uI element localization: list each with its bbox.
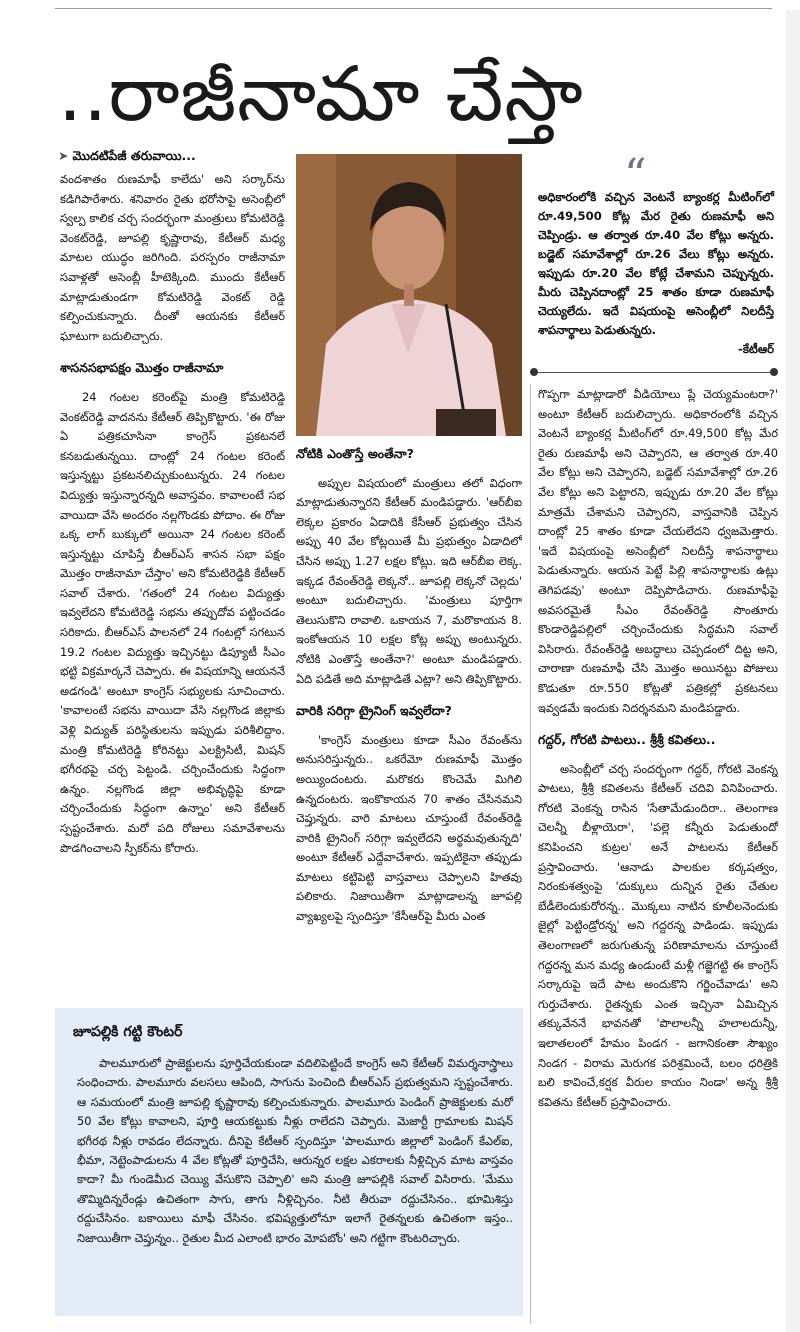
- article-paragraph: 24 గంటల కరెంట్‌పై మంత్రి కోమటిరెడ్డి వెంకట్‌రెడ్డి వాదనను కేటీఆర్ తిప్పికొట్టారు. 'ఈ రోజు ఏ పత్రికచూసినా కాంగ్రెస్ ప్రకటనలే కనబడుతున్నయి. దాంట్లో 24 గంటల కరెంట్ ఇస్తున్నట్టు ప్రకటనలిచ్చుకుంటున్నరు. 24 గంటల విద్యుత్తు ఇస్తున్నారన్నది అవాస్తవం. కావాలంటే సభ వాయిదా వేసి అందరం నల్లగొండకు పోదాం. ఈ రోజు ఒక్క లాగ్ బుక్కులో అయినా 24 గంటల కరెంట్ ఇస్తున్నట్టు చూపిస్తే బీఆర్ఎస్ శాసన సభా పక్షం మొత్తం రాజీనామా చేస్తాం' అని కోమటిరెడ్డికి కేటీఆర్ సవాల్ చేశారు. 'గతంలో 24 గంటల విద్యుత్తు ఇవ్వలేదని కోమటిరెడ్డి సభను తప్పుదోవ పట్టించడం సరికాదు. బీఆర్ఎస్ పాలనలో 24 గంటల్లో సగటున 19.2 గంటల విద్యుత్తు ఇచ్చినట్టు డిప్యూటీ సీఎం భట్టి విక్రమార్కనే చెప్పారు. ఈ విషయాన్ని ఆయననే అడగండి' అంటూ కాంగ్రెస్ సభ్యులకు సూచించారు. 'కావాలంటే సభను వాయిదా వేసి నల్లగొండ జిల్లాకు వెళ్లి విద్యుత్ పరిస్థితులను ఇప్పుడు పరిశీలిద్దాం. మంత్రి కోమటిరెడ్డి కోరినట్టు ఎలక్ట్రిసిటీ, మిషన్ భగీరథపై చర్చ పెట్టండి. చర్చించేందుకు సిద్ధంగా ఉన్నం. నల్లగొండ జిల్లా అభివృద్ధిపై కూడా చర్చించేందుకు సిద్ధంగా ఉన్నాం' అని కేటీఆర్ స్పష్టంచేశారు. మరో పది రోజులు సమావేశాలను పొడగించాలని స్పీకర్‌ను కోరారు.: [60, 389, 285, 855]
- pull-quote: [528, 150, 780, 374]
- quote-rule-dot: [530, 368, 538, 376]
- headline: ..రాజీనామా చేస్తా: [58, 49, 584, 138]
- article-paragraph: అసెంబ్లీలో చర్చ సందర్భంగా గద్దర్, గోరటి వెంకన్న పాటలు, శ్రీశ్రీ కవితలను కేటీఆర్ చదివి వినిపించారు. గోరటి వెంకన్న రాసిన 'సేతామేడుందిరా.. తెలంగాణ చెలన్నీ బీళ్లాయెరా', 'పల్లె కన్నీరు పెడుతుందో కనిపించని కుట్రల' అనే పాటలను కేటీఆర్ ప్రస్తావించారు. 'ఆనాడు పాలకుల కర్కషత్వం, నిరంకుశత్వంపై 'దుక్కులు దున్నిన రైతు చేతుల బేడీలెందుకురోరన్న.. మొక్కలు నాటిన కూలీలనెందుకు జైల్లో పెట్టిండ్రోరన్న' అని గద్దరన్న పాడిండు. ఇప్పుడు తెలంగాణలో జరుగుతున్న పరిణామాలను చూస్తుంటే గద్దరన్న మన మధ్య ఉండుంటే మళ్లీ గజ్జెగట్టి ఈ కాంగ్రెస్ సర్కారుపై ఇదే పాట అందుకొని గర్జించేవాడు' అని గుర్తుచేశారు. రైతన్నకు ఎంత ఇచ్చినా ఏమిచ్చిన తక్కువేననే భావనతో 'పొలాలన్నీ హలాలదున్నీ, ఇలాతలంలో హేమం పిండగ - జగానికంతా సౌఖ్యం నిండగ - విరామ మెరుగక పరిశ్రమించే, బలం ధరిత్రికి బలి కావించే,కర్షక వీరుల కాయం నిండా' అన్న శ్రీశ్రీ కవితను కేటీఆర్ ప్రస్తావించారు.: [538, 761, 778, 1109]
- column-divider: [530, 384, 531, 1324]
- subheading: నోటికి ఎంతొస్తే అంతేనా?: [296, 446, 414, 461]
- column-3: [538, 385, 778, 1275]
- speaker-illustration: [296, 154, 522, 436]
- quote-rule-dot: [770, 368, 778, 376]
- subheading: శాసనసభాపక్షం మొత్తం రాజీనామా: [60, 360, 224, 376]
- quote-body: [538, 188, 774, 359]
- ktr-photo: [296, 154, 522, 436]
- quote-rule: [538, 372, 774, 373]
- page-edge: [786, 10, 800, 1332]
- column-1: [60, 170, 285, 1000]
- article-paragraph: గొప్పగా మాట్లాడారో వీడియోలు ప్లే చెయ్యమంటరా?' అంటూ కేటీఆర్ బదులిచ్చారు. అధికారంలోకి వచ్చిన వెంటనే బ్యాంకర్ల మీటింగ్‌లో రూ.49,500 కోట్ల మేర రైతు రుణమాఫీ అని చెప్పారని, ఆ తర్వాత రూ.40 వేల కోట్లు అని చెప్పారని, బడ్జెట్ సమావేశాల్లో రూ.26 వేల కోట్లు అని పెట్టారని, ఇప్పుడు రూ.20 వేల కోట్లు మాత్రమే చేశామని చెప్పారని, వాస్తవానికి చెప్పిన దాంట్లో 25 శాతం కూడా చేయలేదని ధ్వజమెత్తారు. 'ఇదే విషయంపై అసెంబ్లీలో నిలదీస్తే శాపనార్థాలు పెడుతున్నారు. ఆయన పెట్టే పిల్లి శాపనార్థాలకు ఉట్లు తెగిపడవు' అంటూ దెప్పిపొడిచారు. రుణమాఫీపై అవసరమైతే సీఎం రేవంత్‌రెడ్డి సొంతూరు కొండారెడ్డిపల్లిలో చర్చించేందుకు సిద్ధమని సవాల్ విసిరారు. రేవంత్‌రెడ్డి అబద్ధాలు చెప్పడంలో దిట్ట అని, చారాణా రుణమాఫీ చేసి మొత్తం అయినట్టు పోజులు కొడుతూ రూ.550 కోట్లతో పత్రికల్లో ప్రకటనలు ఇవ్వడమే ఇందుకు నిదర్శనమని మండిపడ్డారు.: [538, 387, 778, 715]
- box-body: [77, 1054, 513, 1248]
- box-paragraph: పాలమూరులో ప్రాజెక్టులను పూర్తిచేయకుండా వదిలిపెట్టిందే కాంగ్రెస్ అని కేటీఆర్ విమర్శనాస్త్రాలు సంధించారు. పాలమూరు వలసలు ఆపింది, సాగును పెంచింది బీఆర్ఎస్ ప్రభుత్వమని స్పష్టంచేశారు. ఆ సమయంలో మంత్రి జూపల్లి కృష్ణారావు కల్పించుకున్నారు. పాలమూరు పెండింగ్ ప్రాజెక్టులకు మరో 50 వేల కోట్లు కావాలని, పూర్తి ఆయకట్టుకు నీళ్లు రాలేదని చెప్పారు. మెజార్టీ గ్రామాలకు మిషన్ భగీరథ నీళ్లు రావడం లేదన్నారు. దీనిపై కేటీఆర్ స్పందిస్తూ 'పాలమూరు జిల్లాలో పెండింగ్ కేఎల్ఐ, భీమా, నెట్టెంపాడులను 4 వేల కోట్లతో పూర్తిచేసి, ఆరున్నర లక్షల ఎకరాలకు నీళ్లిచ్చిన మాట వాస్తవం కాదా? మీ గుండెమీద చెయ్యి వేసుకొని చెప్పాలి' అని మంత్రి జూపల్లికి సవాల్ విసిరారు. 'మేము తొమ్మిదిన్నరేండ్లు ఉచితంగా సాగు, తాగు నీళ్లిచ్చినం. నీటి తీరువా రద్దుచేసినం.. భూమిశిస్తు రద్దుచేసినం. బకాయిలు మాఫీ చేసినం. భవిష్యత్తులోనూ ఇలాగే రైతన్నలకు ఉచితంగా ఇస్తం.. నిజాయితీగా చెప్తున్నం.. రైతుల మీద ఎలాంటి భారం మోపబోం' అని గట్టిగా కౌంటరిచ్చారు.: [77, 1056, 513, 1245]
- continued-from-text: మొదటిపేజీ తరువాయి...: [72, 148, 196, 163]
- quote-icon: “: [624, 150, 647, 201]
- sidebar-box: [55, 1008, 523, 1316]
- quote-text: అధికారంలోకి వచ్చిన వెంటనే బ్యాంకర్ల మీటింగ్‌లో రూ.49,500 కోట్ల మేర రైతు రుణమాఫీ అని చెప్పిండ్రు. ఆ తర్వాత రూ.40 వేల కోట్లు అన్నరు. బడ్జెట్ సమావేశాల్లో రూ.26 వేలు కోట్లు అన్నరు. ఇప్పుడు రూ.20 వేల కోట్లే చేశామని చెప్పున్నరు. మీరు చెప్పినదాంట్లో 25 శాతం కూడా రుణమాఫీ చెయ్యలేదు. ఇదే విషయంపై అసెంబ్లీలో నిలదీస్తే శాపనార్థాలు పెడుతున్నరు.: [538, 190, 774, 337]
- subheading: వారికి సరిగ్గా ట్రైనింగ్ ఇవ్వలేదా?: [296, 703, 452, 719]
- continued-from-label: [58, 148, 288, 167]
- article-paragraph: 'కాంగ్రెస్ మంత్రులు కూడా సీఎం రేవంత్‌ను అనుసరిస్తున్నరు.. ఒకరేమో రుణమాఫీ మొత్తం అయ్యిందంటరు. మరొకరు కొంచెమే మిగిలి ఉన్నదంటరు. ఇంకొకాయన 70 శాతం చేసినమని చెప్తున్నరు. వారి మాటలు చూస్తుంటే రేవంత్‌రెడ్డి వారికి ట్రైనింగ్ సరిగ్గా ఇవ్వలేదని అర్థమవుతున్నది' అంటూ కేటీఆర్ ఎద్దేవాచేశారు. ఇప్పటికైనా తప్పుడు మాటలు కట్టిపెట్టి వాస్తవాలు చెప్పాలని హితవు పలికారు. నిజాయితీగా మాట్లాడాలన్న జూపల్లి వ్యాఖ్యలపై స్పందిస్తూ 'కేసీఆర్‌పై మీరు ఎంత: [296, 732, 522, 924]
- article-paragraph: అప్పుల విషయంలో మంత్రులు తలో విధంగా మాట్లాడుతున్నారని కేటీఆర్ మండిపడ్డారు. 'ఆర్‌బీఐ లెక్కల ప్రకారం ఏడాదికి కేసీఆర్ ప్రభుత్వం చేసిన అప్పు 40 వేల కోట్లయితే మీ ప్రభుత్వం ఏడాదిలో చేసిన అప్పు 1.27 లక్షల కోట్లు. ఇది ఆర్‌బీఐ లెక్క. ఇక్కడ రేవంత్‌రెడ్డి లెక్కనో.. జూపల్లి లెక్కనో చెల్లదు' అంటూ బదులిచ్చారు. 'మంత్రులు పూర్తిగా తెలుసుకొని రావాలి. ఒకాయన 7, మరొకాయన 8. ఇంకోఆయన 10 లక్షల కోట్ల అప్పు అంటున్నరు. నోటికి ఎంతొస్తే అంతేనా?' అంటూ మండిపడ్డారు. ఏది పడితే అది మాట్లాడితే ఎట్లా? అని తిప్పికొట్టారు.: [296, 475, 522, 686]
- article-paragraph: వందశాతం రుణమాఫీ కాలేదు' అని సర్కార్‌ను కడిగిపారేశారు. శనివారం రైతు భరోసాపై అసెంబ్లీలో స్వల్ప కాలిక చర్చ సందర్భంగా మంత్రులు కోమటిరెడ్డి వెంకట్‌రెడ్డి, జూపల్లి కృష్ణారావు, కేటీఆర్ మధ్య మాటల యుద్ధం జరిగింది. పరస్పరం రాజీనామా సవాళ్లతో అసెంబ్లీ హీటెక్కింది. ముందు కేటీఆర్ మాట్లాడుతుండగా కోమటిరెడ్డి వెంకట్ రెడ్డి కల్పించుకున్నారు. దీంతో ఆయనకు కేటీఆర్ ఘాటుగా బదులిచ్చారు.: [60, 172, 285, 343]
- top-rule: [55, 8, 772, 9]
- quote-attribution: -కేటీఆర్: [738, 342, 774, 356]
- subheading: గద్దర్, గోరటి పాటలు.. శ్రీశ్రీ కవితలు..: [538, 732, 716, 748]
- column-2: [296, 440, 522, 1010]
- continuation-arrow-icon: ➤: [58, 148, 69, 163]
- box-title: జూపల్లికి గట్టి కౌంటర్: [73, 1024, 183, 1040]
